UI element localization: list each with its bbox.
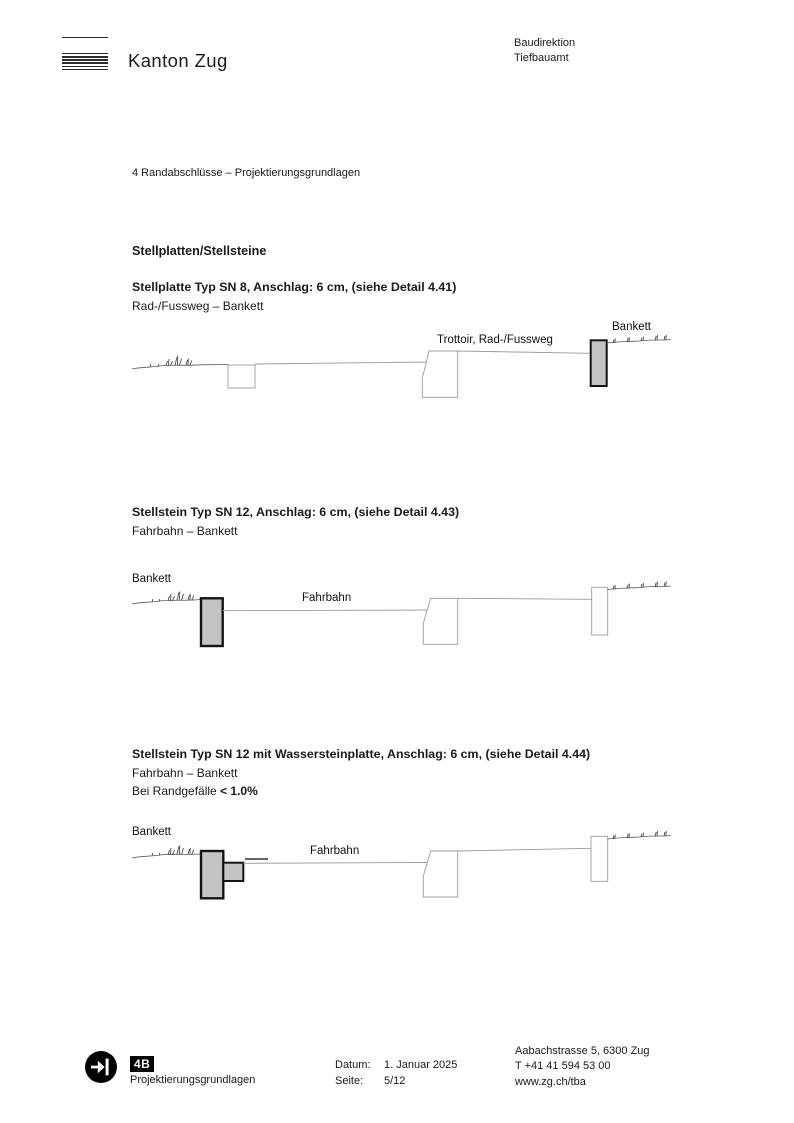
surface-line-fahrbahn [243,863,427,864]
page-label: Seite: [335,1075,364,1087]
chapter-badge: 4B [130,1056,154,1072]
stellstein-block [201,851,223,898]
label-trottoir: Trottoir, Rad-/Fussweg [437,334,553,346]
org-office: Tiefbauamt [514,51,569,64]
drawing-stellplatte-sn8 [130,318,678,402]
edge-element-outline [592,587,608,635]
section2-title: Stellstein Typ SN 12, Anschlag: 6 cm, (siehe Detail 4.43) [132,505,460,519]
label-bankett-right: Bankett [612,321,651,333]
section1-title: Stellplatte Typ SN 8, Anschlag: 6 cm, (siehe Detail 4.41) [132,280,457,294]
edge-element-outline [591,836,608,881]
stellplatte-block [591,340,607,386]
org-block [514,36,575,65]
bankett-grass-left [132,846,201,859]
surface-line-left [255,362,426,364]
running-header: 4 Randabschlüsse – Projektierungsgrundlagen [132,167,361,179]
label-fahrbahn: Fahrbahn [302,592,352,604]
logo-wordmark: Kanton Zug [128,50,228,71]
footer-doc-type: Projektierungsgrundlagen [130,1074,256,1086]
bankett-grass-right [608,831,671,839]
label-bankett-left: Bankett [132,826,171,838]
label-fahrbahn: Fahrbahn [310,845,360,857]
org-department: Baudirektion [514,37,576,49]
section3-subtitle: Fahrbahn – Bankett [132,766,238,780]
drawing-stellstein-sn12-wassersteinplatte [130,823,678,907]
arrow-into-bar-icon [84,1050,118,1084]
bankett-grass-left [132,356,228,370]
curb-outline [423,598,457,644]
date-value: 1. Januar 2025 [384,1059,458,1071]
section3-note [132,784,258,798]
wassersteinplatte-block [223,863,243,881]
bankett-grass-left [132,592,201,605]
surface-line-fahrbahn [223,610,427,611]
label-bankett-left: Bankett [132,573,171,585]
address-line: Aabachstrasse 5, 6300 Zug [515,1045,650,1057]
foundation-block-outline [228,365,255,388]
bankett-grass-right [608,582,671,590]
surface-line-right [458,598,592,599]
drawing-stellstein-sn12 [130,570,678,654]
curb-outline [423,851,457,897]
curb-outline [422,351,457,397]
bankett-grass-right [607,335,671,343]
note-prefix: Bei Randgefälle [132,784,221,798]
phone-line: T +41 41 594 53 00 [515,1060,611,1073]
note-bold-value: < 1.0% [220,784,258,798]
section2-subtitle: Fahrbahn – Bankett [132,524,238,538]
page-value: 5/12 [384,1075,406,1087]
surface-line-trottoir [458,351,591,353]
page-title: Stellplatten/Stellsteine [132,244,267,258]
web-line: www.zg.ch/tba [515,1075,586,1088]
date-label: Datum: [335,1059,371,1071]
section3-title: Stellstein Typ SN 12 mit Wassersteinplatte, Anschlag: 6 cm, (siehe Detail 4.44) [132,747,591,761]
kanton-zug-flag-icon [62,37,108,70]
section1-subtitle: Rad-/Fussweg – Bankett [132,299,264,313]
address-block [515,1044,650,1090]
stellstein-block [201,598,223,646]
surface-line-right [458,848,591,851]
